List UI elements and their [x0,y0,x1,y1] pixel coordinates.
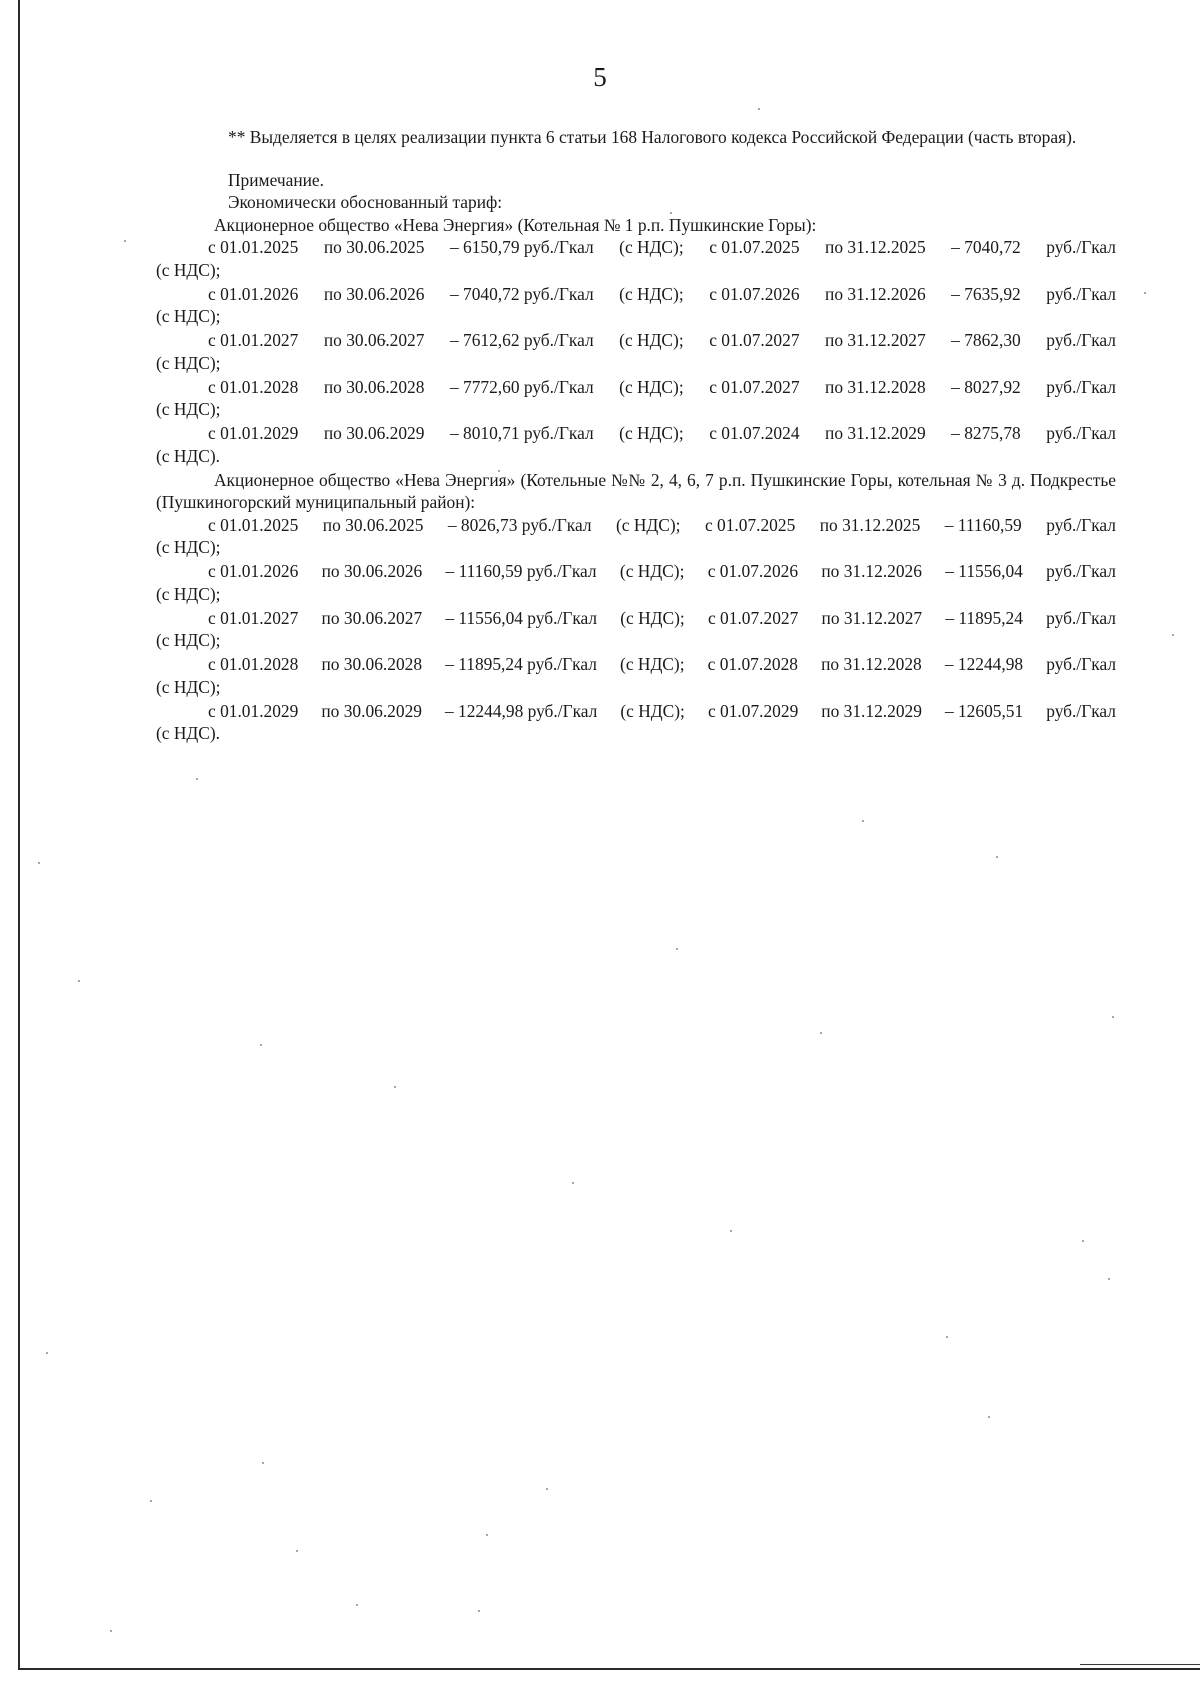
rate-p1-from: с 01.01.2025 [208,514,299,535]
paragraph-gap [156,149,1116,169]
rate-p1-from: с 01.01.2028 [208,654,299,674]
rate-p1-vat: (с НДС); [620,607,685,628]
rate-p1-value: – 11895,24 руб./Гкал [445,654,597,674]
rate-p2-to: по 31.12.2027 [821,607,923,628]
rate-p2-unit: руб./Гкал [1046,376,1116,397]
rate-p1-value: – 6150,79 руб./Гкал [449,237,594,257]
rate-p2-from: с 01.07.2027 [709,330,800,350]
rate-entry [156,560,1116,605]
rate-p1-from: с 01.01.2027 [208,330,299,350]
rate-p1-from: с 01.01.2029 [208,423,299,443]
rate-tail: (с НДС); [156,306,221,326]
rate-p1-value: – 7612,62 руб./Гкал [449,330,594,350]
rate-p2-to: по 31.12.2026 [825,283,926,304]
rate-p2-value: – 11556,04 [945,561,1023,581]
rate-p2-to: по 31.12.2029 [821,700,922,721]
rate-tail: (с НДС). [156,723,221,743]
scan-left-border [18,0,20,1668]
rate-p1-vat: (с НДС); [620,700,685,721]
rate-p2-to: по 31.12.2028 [825,376,926,397]
rate-p1-value: – 11160,59 руб./Гкал [445,561,597,581]
rate-p2-unit: руб./Гкал [1046,237,1116,257]
rate-p1-to: по 30.06.2027 [321,607,423,628]
rate-p1-value: – 11556,04 руб./Гкал [445,607,598,628]
rate-p1-to: по 30.06.2025 [323,237,425,257]
rate-entry [156,236,1116,281]
rate-p2-from: с 01.07.2029 [707,700,799,721]
group2-title: Акционерное общество «Нева Энергия» (Котельные №№ 2, 4, 6, 7 р.п. Пушкинские Горы, котельная № 3 д. Подкрестье (Пушкиногорский муниципальный район): [156,469,1116,512]
rate-p1-vat: (с НДС); [615,514,681,535]
rate-p1-to: по 30.06.2026 [323,283,425,304]
rate-p2-from: с 01.07.2025 [704,514,796,535]
rate-p2-unit: руб./Гкал [1046,561,1116,581]
rate-p1-from: с 01.01.2026 [208,283,299,304]
rate-p1-from: с 01.01.2026 [208,561,299,581]
rate-p1-vat: (с НДС); [619,330,684,350]
rate-p1-to: по 30.06.2029 [323,423,425,443]
rate-p1-to: по 30.06.2028 [323,376,425,397]
rate-p2-unit: руб./Гкал [1046,607,1116,628]
rate-p2-unit: руб./Гкал [1046,514,1116,535]
page-number: 5 [593,62,607,92]
rate-p1-from: с 01.01.2027 [208,607,299,628]
rate-p2-to: по 31.12.2026 [821,561,922,581]
rate-tail: (с НДС); [156,630,221,650]
rate-p1-to: по 30.06.2026 [321,561,423,581]
rate-entry [156,607,1116,652]
rate-p1-value: – 12244,98 руб./Гкал [445,700,598,721]
rate-p2-from: с 01.07.2024 [709,423,800,443]
rate-p1-value: – 7772,60 руб./Гкал [449,376,594,397]
rate-p1-vat: (с НДС); [619,561,685,581]
rate-p1-from: с 01.01.2025 [208,237,299,257]
rate-p2-value: – 11160,59 [944,514,1022,535]
rate-p2-to: по 31.12.2025 [819,514,921,535]
rate-p2-value: – 8275,78 [951,423,1021,443]
rate-p2-value: – 11895,24 [945,607,1023,628]
rate-entry [156,376,1116,421]
rate-p1-value: – 8026,73 руб./Гкал [447,514,592,535]
rate-p2-to: по 31.12.2028 [821,654,922,674]
rate-tail: (с НДС); [156,537,221,557]
rate-entry [156,329,1116,374]
rate-tail: (с НДС); [156,259,221,280]
rate-tail: (с НДС); [156,352,221,373]
rate-p1-from: с 01.01.2029 [208,700,299,721]
rate-p2-value: – 8027,92 [951,376,1021,397]
rate-p1-to: по 30.06.2025 [322,514,424,535]
footnote-text: ** Выделяется в целях реализации пункта 6 статьи 168 Налогового кодекса Российской Федерации (часть вторая). [228,127,1077,147]
rate-p2-from: с 01.07.2026 [707,561,799,581]
scan-bottom-border [18,1668,1200,1670]
scan-bottom-border-shadow [1080,1664,1200,1665]
rate-p1-vat: (с НДС); [619,423,684,443]
rate-p1-to: по 30.06.2029 [321,700,422,721]
rate-p2-to: по 31.12.2029 [825,423,926,443]
rate-p2-from: с 01.07.2026 [709,283,800,304]
rate-p2-from: с 01.07.2027 [707,607,799,628]
rate-p1-from: с 01.01.2028 [208,376,299,397]
rate-tail: (с НДС). [156,445,221,466]
rate-p2-unit: руб./Гкал [1046,654,1116,674]
document-body [156,126,1116,746]
rate-p2-value: – 12244,98 [944,654,1024,674]
rate-entry [156,514,1116,559]
rate-p1-vat: (с НДС); [620,654,685,674]
rate-p1-vat: (с НДС); [619,283,684,304]
rate-p2-value: – 7635,92 [951,283,1021,304]
rate-entry [156,653,1116,698]
rate-p1-to: по 30.06.2028 [321,654,423,674]
rate-p2-unit: руб./Гкал [1046,423,1116,443]
rate-p2-value: – 7040,72 [951,237,1021,257]
rate-p1-vat: (с НДС); [619,376,684,397]
rate-p1-value: – 7040,72 руб./Гкал [449,283,594,304]
group2-rates [156,514,1116,745]
group1-rates [156,236,1116,467]
rate-p2-value: – 7862,30 [951,330,1021,350]
rate-p2-from: с 01.07.2028 [707,654,798,674]
rate-p2-unit: руб./Гкал [1046,283,1116,304]
rate-tail: (с НДС); [156,399,221,419]
rate-p2-unit: руб./Гкал [1046,700,1116,721]
rate-p2-from: с 01.07.2025 [709,237,800,257]
rate-p1-value: – 8010,71 руб./Гкал [449,423,594,443]
rate-p2-value: – 12605,51 [944,700,1024,721]
rate-entry [156,700,1116,745]
rate-p2-unit: руб./Гкал [1046,330,1116,350]
rate-p2-to: по 31.12.2027 [825,330,926,350]
note-heading: Примечание. [228,169,324,190]
rate-entry [156,283,1116,328]
rate-tail: (с НДС); [156,583,221,604]
rate-p1-to: по 30.06.2027 [323,330,425,350]
rate-p2-from: с 01.07.2027 [709,376,800,397]
rate-p1-vat: (с НДС); [619,237,684,257]
note-subheading: Экономически обоснованный тариф: [228,192,503,212]
group1-title: Акционерное общество «Нева Энергия» (Котельная № 1 р.п. Пушкинские Горы): [214,214,817,235]
rate-p2-to: по 31.12.2025 [825,237,926,257]
rate-tail: (с НДС); [156,676,221,697]
rate-entry [156,422,1116,467]
